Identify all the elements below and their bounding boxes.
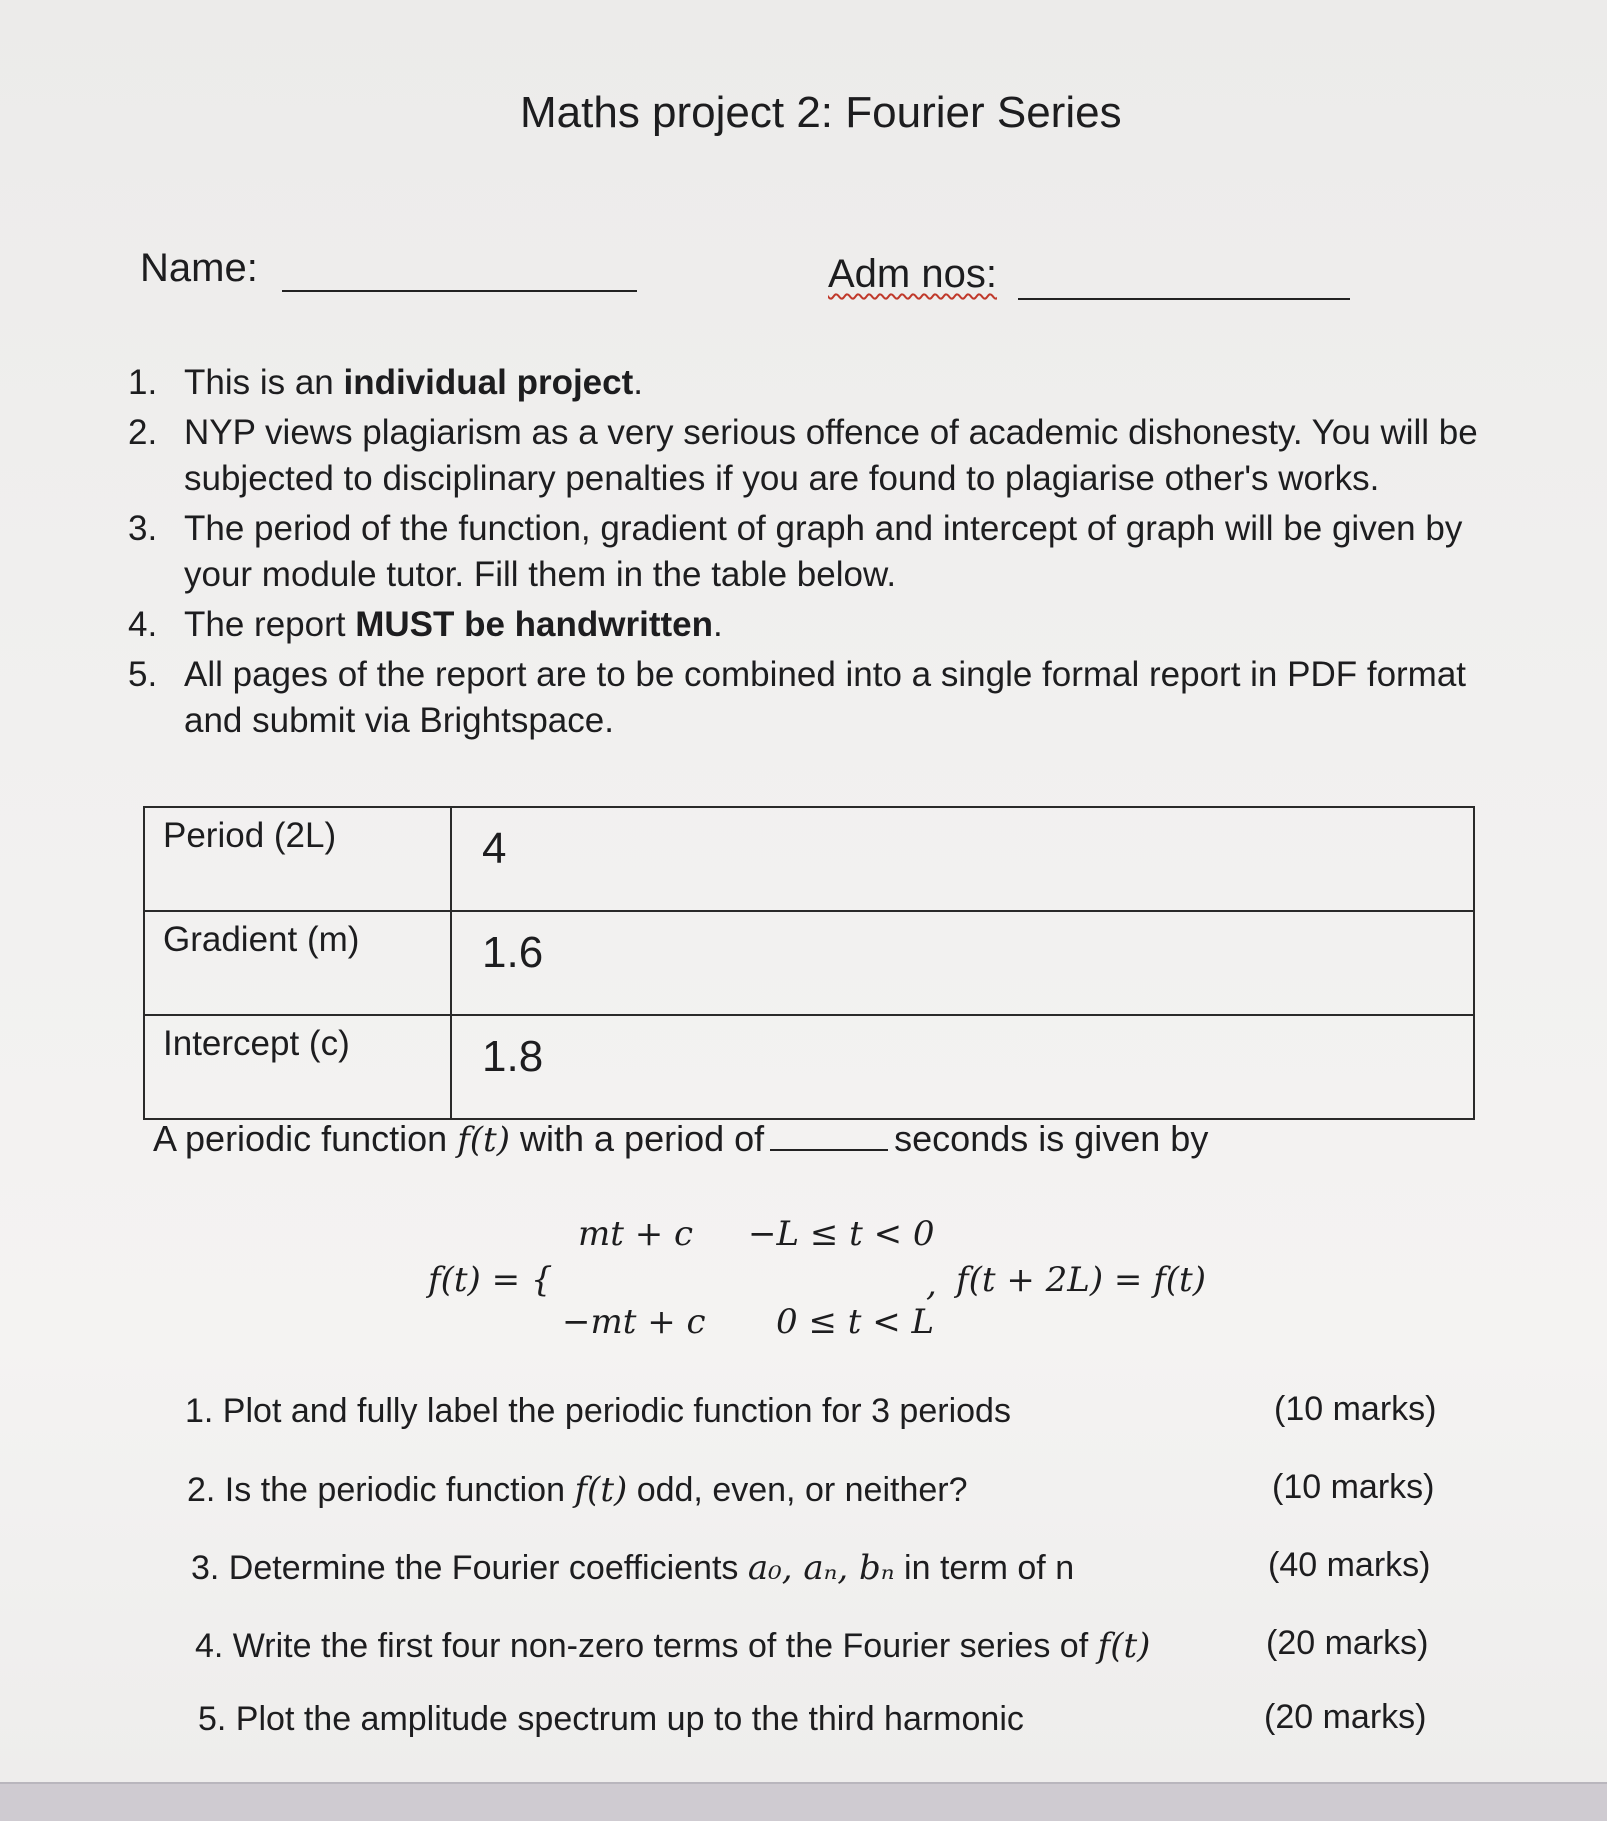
name-label: Name: — [140, 246, 258, 290]
question-marks: (20 marks) — [1266, 1624, 1429, 1662]
question-marks: (40 marks) — [1268, 1546, 1431, 1584]
case1-condition: −L ≤ t < 0 — [748, 1214, 935, 1254]
period-value: 4 — [451, 807, 1474, 911]
intercept-label: Intercept (c) — [144, 1015, 451, 1119]
page-title: Maths project 2: Fourier Series — [520, 88, 1122, 137]
table-row — [144, 807, 1474, 911]
instruction-item: 5. All pages of the report are to be combined into a single formal report in PDF format and submit via Brightspace. — [128, 655, 1467, 740]
question-marks: (10 marks) — [1274, 1390, 1437, 1428]
period-blank-line[interactable] — [770, 1123, 888, 1151]
question-item: 3. Determine the Fourier coefficients a₀, aₙ, bₙ in term of n — [191, 1548, 1075, 1588]
case2-condition: 0 ≤ t < L — [776, 1302, 935, 1342]
periodicity-condition: f(t + 2L) = f(t) — [956, 1260, 1206, 1300]
question-item: 1. Plot and fully label the periodic function for 3 periods — [185, 1392, 1011, 1430]
case2-expression: −mt + c — [562, 1302, 706, 1342]
instruction-item: 2. NYP views plagiarism as a very serious offence of academic dishonesty. You will be subjected to disciplinary penalties if you are found to plagiarise other's works. — [128, 413, 1478, 498]
instruction-item: 4. The report MUST be handwritten. — [128, 605, 723, 644]
intercept-value: 1.8 — [451, 1015, 1474, 1119]
equation-comma: , — [926, 1264, 937, 1304]
desk-surface-strip — [0, 1782, 1607, 1821]
question-item: 5. Plot the amplitude spectrum up to the third harmonic — [198, 1700, 1024, 1738]
adm-nos-blank-line[interactable] — [1018, 298, 1350, 300]
instruction-item: 1. This is an individual project. — [128, 363, 643, 402]
question-item: 2. Is the periodic function f(t) odd, even, or neither? — [187, 1470, 968, 1510]
instruction-item: 3. The period of the function, gradient of graph and intercept of graph will be given by your module tutor. Fill them in the table below. — [128, 509, 1463, 594]
parameters-table — [143, 806, 1475, 1120]
case1-expression: mt + c — [578, 1214, 694, 1254]
equation-lhs: f(t) = { — [428, 1260, 553, 1300]
gradient-value: 1.6 — [451, 911, 1474, 1015]
gradient-label: Gradient (m) — [144, 911, 451, 1015]
adm-nos-label: Adm nos: — [828, 252, 997, 296]
question-item: 4. Write the first four non-zero terms of the Fourier series of f(t) — [195, 1626, 1151, 1666]
function-intro: A periodic function f(t) with a period of seconds is given by — [153, 1118, 1209, 1160]
name-blank-line[interactable] — [282, 290, 637, 292]
period-label: Period (2L) — [144, 807, 451, 911]
question-marks: (20 marks) — [1264, 1698, 1427, 1736]
table-row — [144, 911, 1474, 1015]
question-marks: (10 marks) — [1272, 1468, 1435, 1506]
instructions-list — [128, 360, 1518, 748]
table-row — [144, 1015, 1474, 1119]
